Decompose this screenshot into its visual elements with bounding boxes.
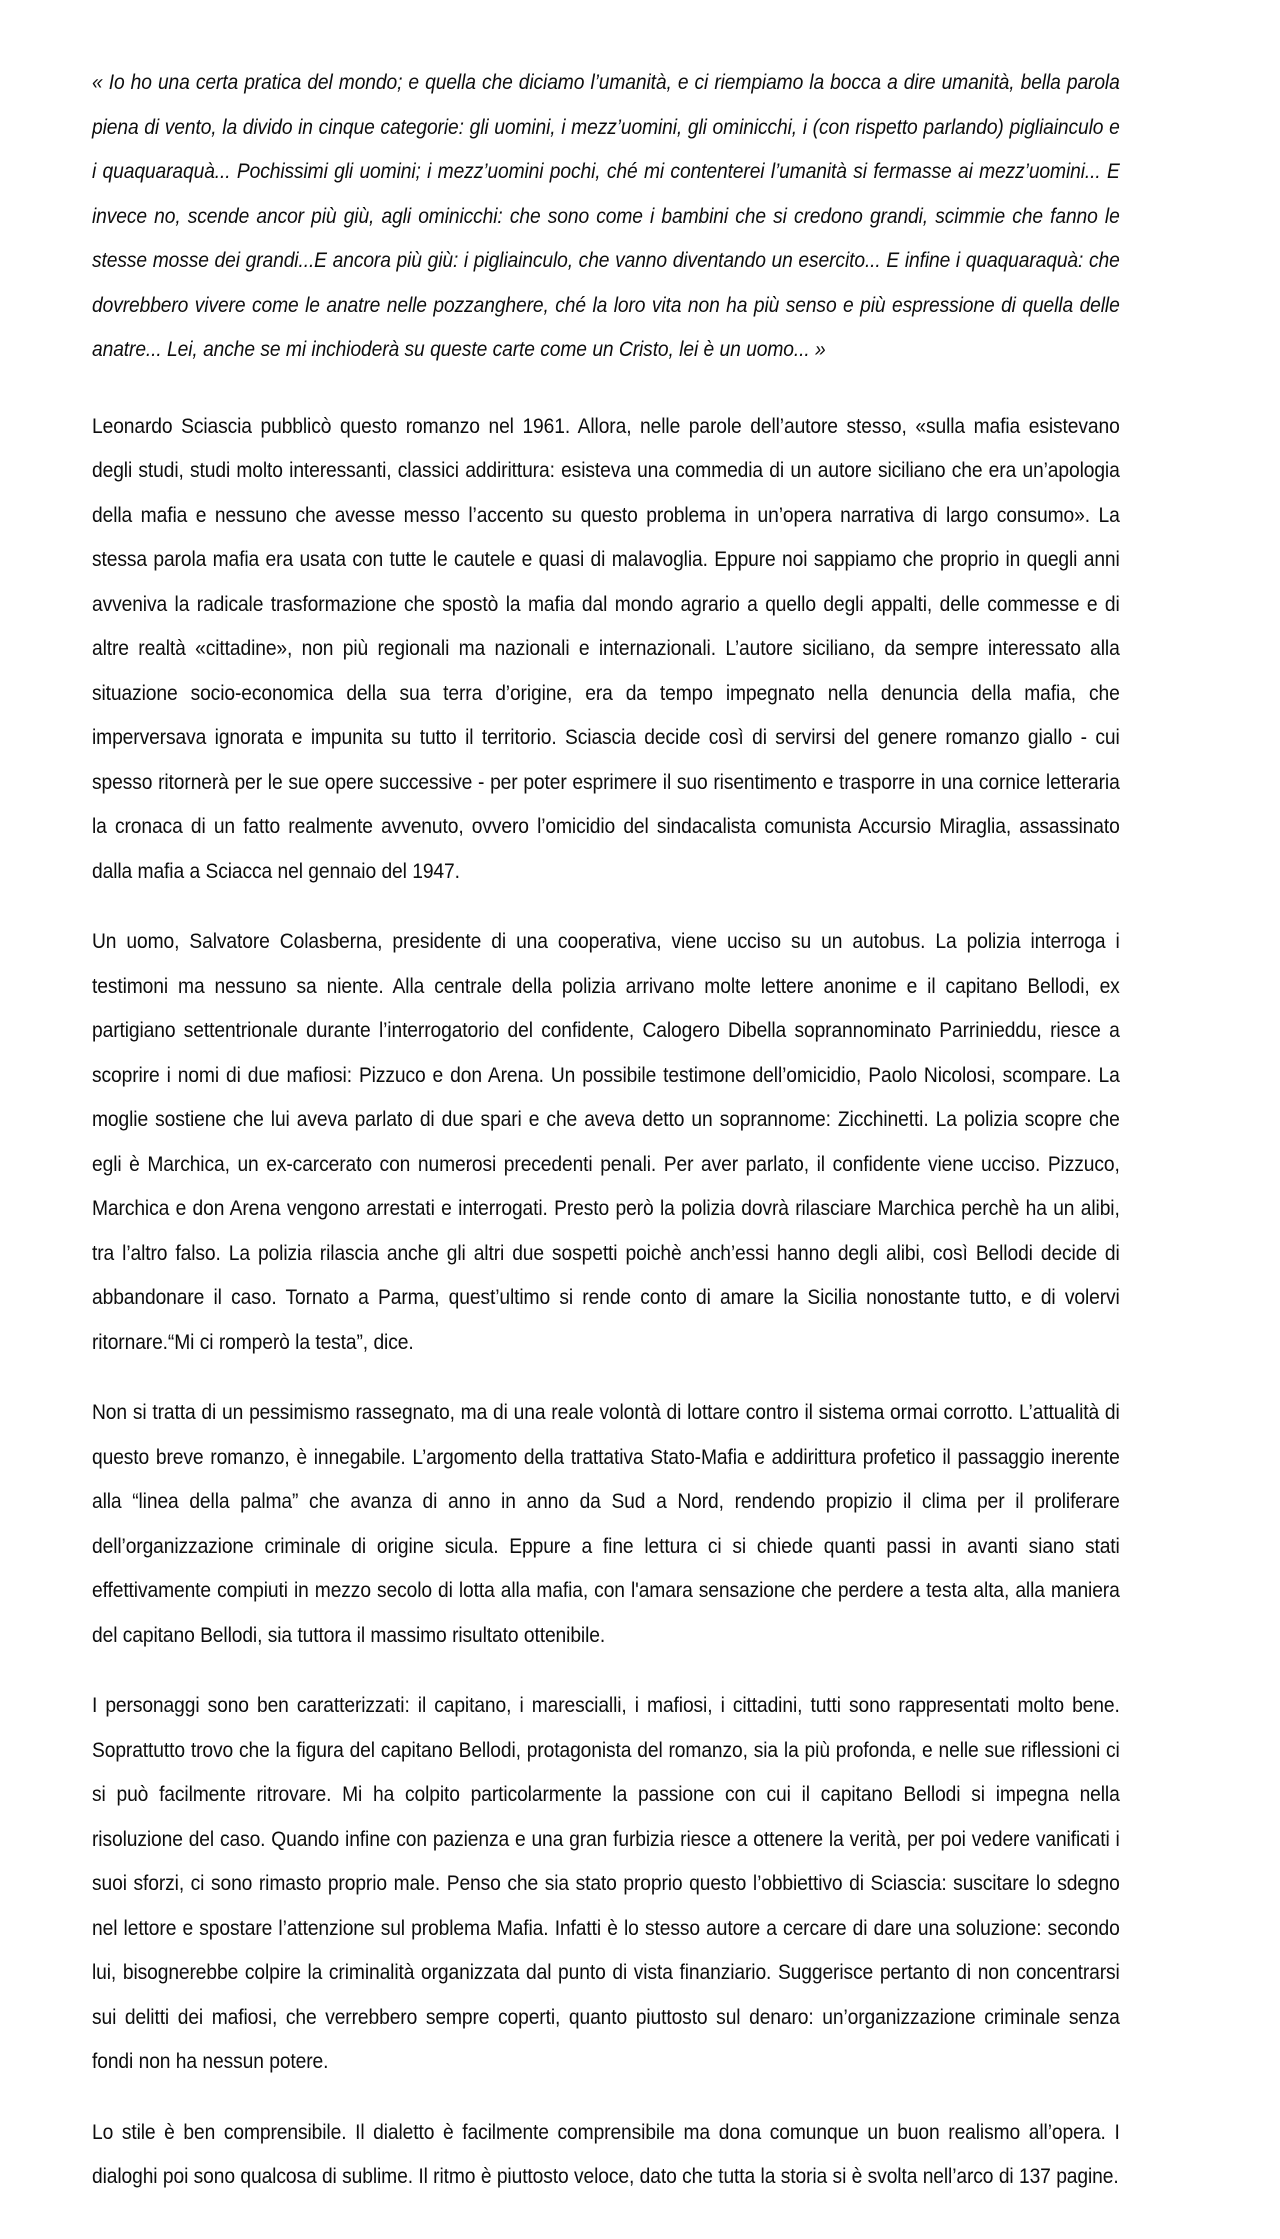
paragraph-style: Lo stile è ben comprensibile. Il dialetto è facilmente comprensibile ma dona comunque un buon realismo all’opera. I dialoghi poi sono qualcosa di sublime. Il ritmo è piuttosto veloce, dato che tutta la storia si è svolta nell’arco di 137 pagine. <box>92 2119 1120 2188</box>
epigraph-quote-paragraph: « Io ho una certa pratica del mondo; e quella che diciamo l’umanità, e ci riempiamo la bocca a dire umanità, bella parola piena di vento, la divido in cinque categorie: gli uomini, i mezz’uomini, gli ominicchi, i (con rispetto parlando) pigliainculo e i quaquaraquà... Pochissimi gli uomini; i mezz’uomini pochi, ché mi contenterei l’umanità si fermasse ai mezz’uomini... E invece no, scende ancor più giù, agli ominicchi: che sono come i bambini che si credono grandi, scimmie che fanno le stesse mosse dei grandi...E ancora più giù: i pigliainculo, che vanno diventando un esercito... E infine i quaquaraquà: che dovrebbero vivere come le anatre nelle pozzanghere, ché la loro vita non ha più senso e più espressione di quella delle anatre... Lei, anche se mi inchioderà su queste carte come un Cristo, lei è un uomo... » <box>92 70 1120 361</box>
paragraph-context: Leonardo Sciascia pubblicò questo romanzo nel 1961. Allora, nelle parole dell’autore stesso, «sulla mafia esistevano degli studi, studi molto interessanti, classici addirittura: esisteva una commedia di un autore siciliano che era un’apologia della mafia e nessuno che avesse messo l’accento su questo problema in un’opera narrativa di largo consumo». La stessa parola mafia era usata con tutte le cautele e quasi di malavoglia. Eppure noi sappiamo che proprio in quegli anni avveniva la radicale trasformazione che spostò la mafia dal mondo agrario a quello degli appalti, delle commesse e di altre realtà «cittadine», non più regionali ma nazionali e internazionali. L’autore siciliano, da sempre interessato alla situazione socio-economica della sua terra d’origine, era da tempo impegnato nella denuncia della mafia, che imperversava ignorata e impunita su tutto il territorio. Sciascia decide così di servirsi del genere romanzo giallo - cui spesso ritornerà per le sue opere successive - per poter esprimere il suo risentimento e trasporre in una cornice letteraria la cronaca di un fatto realmente avvenuto, ovvero l’omicidio del sindacalista comunista Accursio Miraglia, assassinato dalla mafia a Sciacca nel gennaio del 1947. <box>92 413 1120 883</box>
paragraph-themes: Non si tratta di un pessimismo rassegnato, ma di una reale volontà di lottare contro il sistema ormai corrotto. L’attualità di questo breve romanzo, è innegabile. L’argomento della trattativa Stato-Mafia e addirittura profetico il passaggio inerente alla “linea della palma” che avanza di anno in anno da Sud a Nord, rendendo propizio il clima per il proliferare dell’organizzazione criminale di origine sicula. Eppure a fine lettura ci si chiede quanti passi in avanti siano stati effettivamente compiuti in mezzo secolo di lotta alla mafia, con l'amara sensazione che perdere a testa alta, alla maniera del capitano Bellodi, sia tuttora il massimo risultato ottenibile. <box>92 1400 1120 1647</box>
document-body <box>92 60 1120 2199</box>
paragraph-characters: I personaggi sono ben caratterizzati: il capitano, i marescialli, i mafiosi, i cittadini, tutti sono rappresentati molto bene. Soprattutto trovo che la figura del capitano Bellodi, protagonista del romanzo, sia la più profonda, e nelle sue riflessioni ci si può facilmente ritrovare. Mi ha colpito particolarmente la passione con cui il capitano Bellodi si impegna nella risoluzione del caso. Quando infine con pazienza e una gran furbizia riesce a ottenere la verità, per poi vedere vanificati i suoi sforzi, ci sono rimasto proprio male. Penso che sia stato proprio questo l’obbiettivo di Sciascia: suscitare lo sdegno nel lettore e spostare l’attenzione sul problema Mafia. Infatti è lo stesso autore a cercare di dare una soluzione: secondo lui, bisognerebbe colpire la criminalità organizzata dal punto di vista finanziario. Suggerisce pertanto di non concentrarsi sui delitti dei mafiosi, che verrebbero sempre coperti, quanto piuttosto sul denaro: un’organizzazione criminale senza fondi non ha nessun potere. <box>92 1693 1120 2073</box>
paragraph-plot: Un uomo, Salvatore Colasberna, presidente di una cooperativa, viene ucciso su un autobus. La polizia interroga i testimoni ma nessuno sa niente. Alla centrale della polizia arrivano molte lettere anonime e il capitano Bellodi, ex partigiano settentrionale durante l’interrogatorio del confidente, Calogero Dibella soprannominato Parrinieddu, riesce a scoprire i nomi di due mafiosi: Pizzuco e don Arena. Un possibile testimone dell’omicidio, Paolo Nicolosi, scompare. La moglie sostiene che lui aveva parlato di due spari e che aveva detto un soprannome: Zicchinetti. La polizia scopre che egli è Marchica, un ex-carcerato con numerosi precedenti penali. Per aver parlato, il confidente viene ucciso. Pizzuco, Marchica e don Arena vengono arrestati e interrogati. Presto però la polizia dovrà rilasciare Marchica perchè ha un alibi, tra l’altro falso. La polizia rilascia anche gli altri due sospetti poichè anch’essi hanno degli alibi, così Bellodi decide di abbandonare il caso. Tornato a Parma, quest’ultimo si rende conto di amare la Sicilia nonostante tutto, e di volervi ritornare.“Mi ci romperò la testa”, dice. <box>92 929 1120 1354</box>
